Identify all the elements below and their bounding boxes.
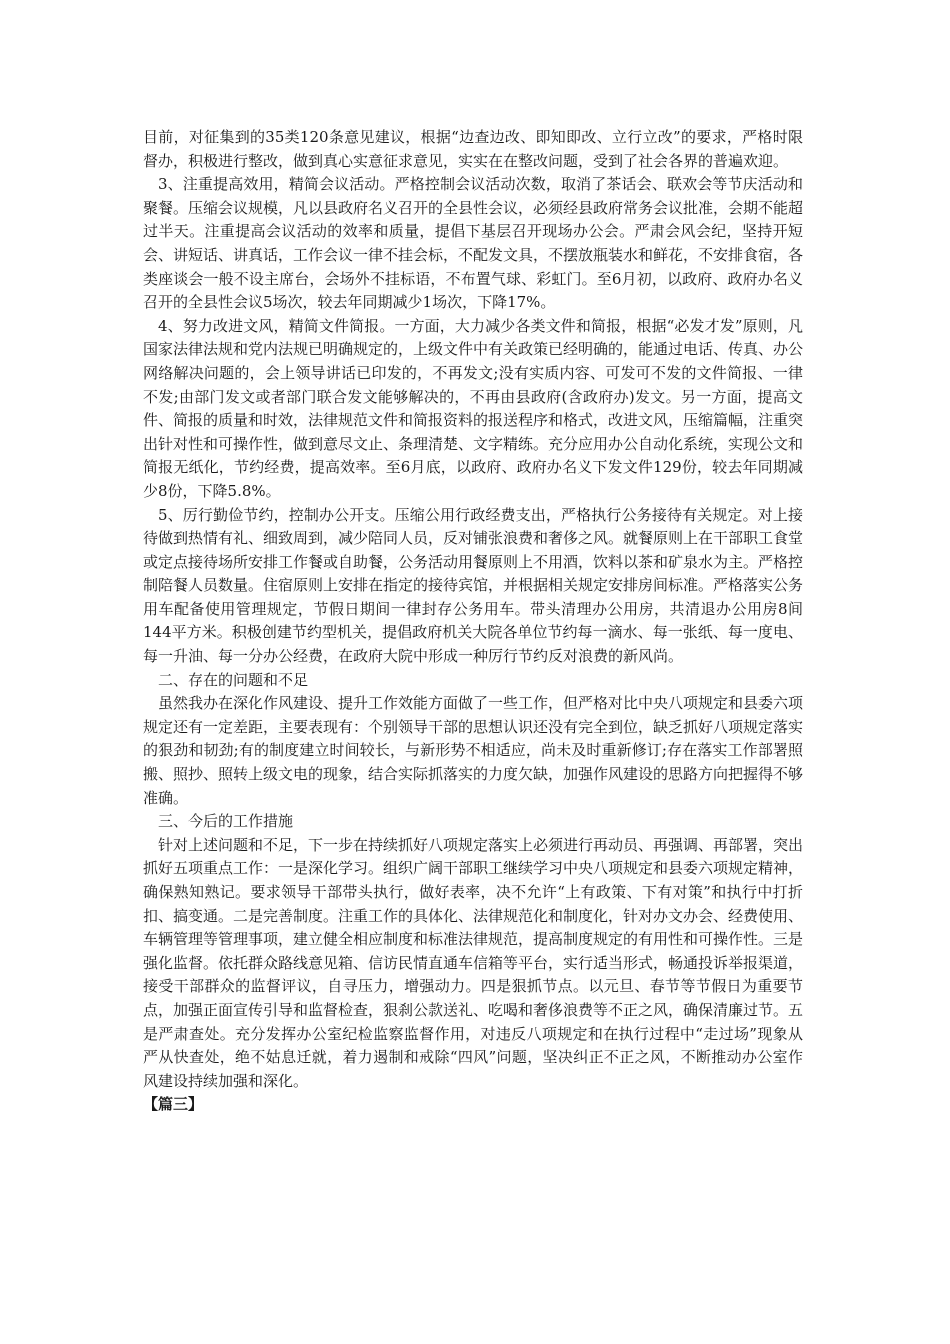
- section-tag-part-three: 【篇三】: [143, 1095, 204, 1114]
- section-heading-problems: 二、存在的问题和不足: [158, 670, 309, 689]
- paragraph-item-5-frugality: 5、厉行勤俭节约，控制办公开支。压缩公用行政经费支出，严格执行公务接待有关规定。对上接待做到热情有礼、细致周到，减少陪同人员，反对铺张浪费和奢侈之风。就餐原则上在干部职工食堂或定点接待场所安排工作餐或自助餐，公务活动用餐原则上不用酒，饮料以茶和矿泉水为主。严格控制陪餐人员数量。住宿原则上安排在指定的接待宾馆，并根据相关规定安排房间标准。严格落实公务用车配备使用管理规定，节假日期间一律封存公务用车。带头清理办公用房，共清退办公用房8间144平方米。积极创建节约型机关，提倡政府机关大院各单位节约每一滴水、每一张纸、每一度电、每一升油、每一分办公经费，在政府大院中形成一种厉行节约反对浪费的新风尚。: [143, 505, 804, 666]
- document-page: [143, 126, 803, 1117]
- paragraph-item-4-documents: 4、努力改进文风，精简文件简报。一方面，大力减少各类文件和简报，根据“必发才发”原则，凡国家法律法规和党内法规已明确规定的，上级文件中有关政策已经明确的，能通过电话、传真、办公网络解决问题的，会上领导讲话已印发的，不再发文;没有实质内容、可发可不发的文件简报、一律不发;由部门发文或者部门联合发文能够解决的，不再由县政府(含政府办)发文。另一方面，提高文件、简报的质量和时效，法律规范文件和简报资料的报送程序和格式，改进文风，压缩篇幅，注重突出针对性和可操作性，做到意尽文止、条理清楚、文字精练。充分应用办公自动化系统，实现公文和简报无纸化，节约经费，提高效率。至6月底，以政府、政府办名义下发文件129份，较去年同期减少8份，下降5.8%。: [143, 316, 804, 500]
- paragraph-item-3-meetings: 3、注重提高效用，精简会议活动。严格控制会议活动次数，取消了茶话会、联欢会等节庆活动和聚餐。压缩会议规模，凡以县政府名义召开的全县性会议，必须经县政府常务会议批准，会期不能超过半天。注重提高会议活动的效率和质量，提倡下基层召开现场办公会。严肃会风会纪，坚持开短会、讲短话、讲真话，工作会议一律不挂会标，不配发文具，不摆放瓶装水和鲜花，不安排食宿，各类座谈会一般不设主席台，会场外不挂标语，不布置气球、彩虹门。至6月初，以政府、政府办名义召开的全县性会议5场次，较去年同期减少1场次，下降17%。: [143, 175, 804, 312]
- paragraph-intro-continuation: 目前，对征集到的35类120条意见建议，根据“边查边改、即知即改、立行立改”的要求，严格时限督办，积极进行整改，做到真心实意征求意见，实实在在整改问题，受到了社会各界的普遍欢迎。: [143, 128, 803, 170]
- paragraph-measures: 针对上述问题和不足，下一步在持续抓好八项规定落实上必须进行再动员、再强调、再部署，突出抓好五项重点工作：一是深化学习。组织广阔干部职工继续学习中央八项规定和县委六项规定精神，确保熟知熟记。要求领导干部带头执行，做好表率，决不允许“上有政策、下有对策”和执行中打折扣、搞变通。二是完善制度。注重工作的具体化、法律规范化和制度化，针对办文办会、经费使用、车辆管理等管理事项，建立健全相应制度和标准法律规范，提高制度规定的有用性和可操作性。三是强化监督。依托群众路线意见箱、信访民情直通车信箱等平台，实行适当形式，畅通投诉举报渠道，接受干部群众的监督评议，自寻压力，增强动力。四是狠抓节点。以元旦、春节等节假日为重要节点，加强正面宣传引导和监督检查，狠刹公款送礼、吃喝和奢侈浪费等不正之风，确保清廉过节。五是严肃查处。充分发挥办公室纪检监察监督作用，对违反八项规定和在执行过程中“走过场”现象从严从快查处，绝不姑息迁就，着力遏制和戒除“四风”问题，坚决纠正不正之风，不断推动办公室作风建设持续加强和深化。: [143, 835, 804, 1090]
- paragraph-problems: 虽然我办在深化作风建设、提升工作效能方面做了一些工作，但严格对比中央八项规定和县委六项规定还有一定差距，主要表现有：个别领导干部的思想认识还没有完全到位，缺乏抓好八项规定落实的狠劲和韧劲;有的制度建立时间较长，与新形势不相适应，尚未及时重新修订;存在落实工作部署照搬、照抄、照转上级文电的现象，结合实际抓落实的力度欠缺，加强作风建设的思路方向把握得不够准确。: [143, 694, 804, 807]
- section-heading-measures: 三、今后的工作措施: [158, 812, 294, 831]
